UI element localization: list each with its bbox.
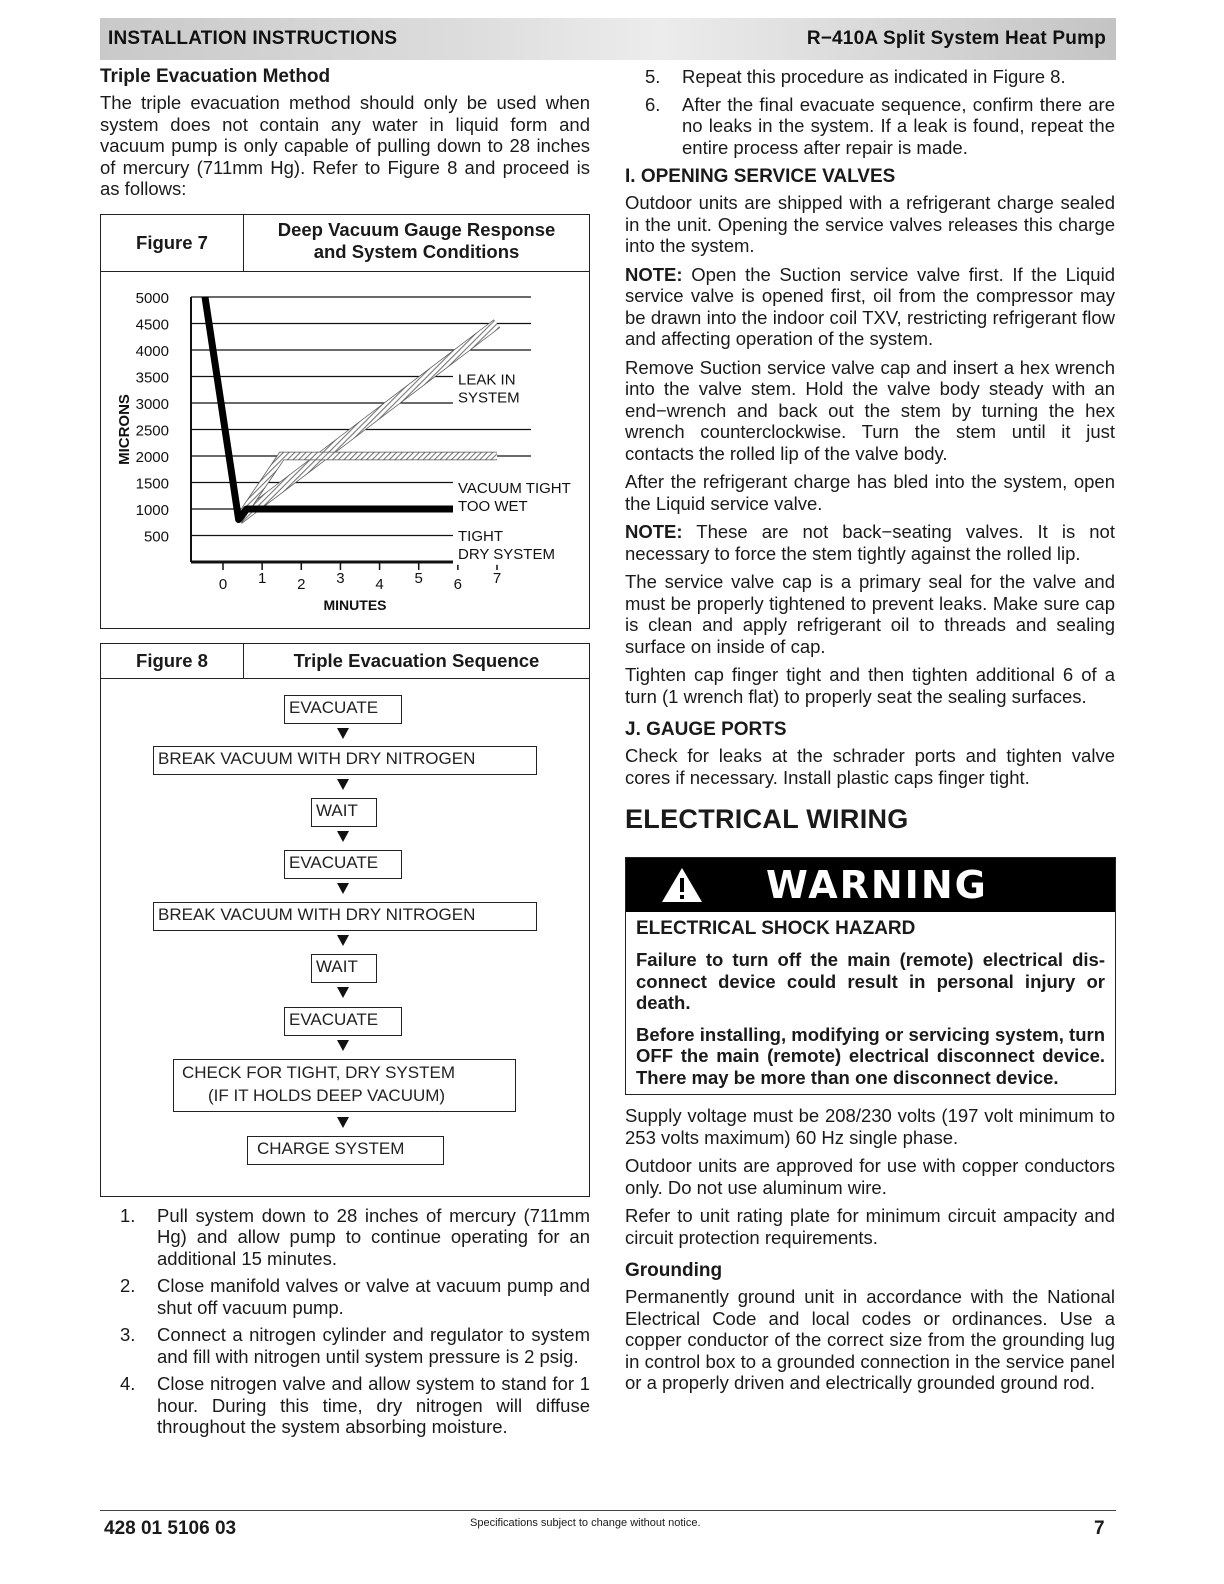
figure-7-title-line2: and System Conditions	[313, 240, 520, 262]
flow-step-break-vacuum-2: BREAK VACUUM WITH DRY NITROGEN	[153, 902, 537, 931]
flow-step-check-tight	[173, 1059, 516, 1112]
warning-body	[626, 912, 1115, 1094]
flow-check-line2: (IF IT HOLDS DEEP VACUUM)	[208, 1085, 446, 1105]
series-label-line1: TIGHT	[458, 527, 503, 545]
flow-step-wait-1: WAIT	[311, 798, 377, 827]
y-tick-label: 1000	[135, 501, 169, 519]
electrical-warning-box	[625, 857, 1116, 1095]
warning-banner	[626, 858, 1115, 912]
step-number: 3.	[120, 1324, 136, 1345]
figure-7-title	[244, 215, 589, 271]
header-left-title: INSTALLATION INSTRUCTIONS	[108, 28, 398, 49]
step-number: 2.	[120, 1275, 136, 1296]
flow-step-evacuate-1: EVACUATE	[284, 695, 402, 724]
series-label-line2: SYSTEM	[458, 388, 520, 406]
list-item	[100, 1373, 590, 1438]
flow-arrow-icon	[337, 883, 349, 894]
flow-step-evacuate-2: EVACUATE	[284, 850, 402, 879]
flow-arrow-icon	[337, 935, 349, 946]
service-valves-paragraph-2: Remove Suction service valve cap and insert a hex wrench into the valve stem. Hold the valve body steady with an end−wrench and back out the stem by turning the hex wrench counterclockwise. Turn the stem until it just contacts the rolled lip of the valve body.	[625, 356, 1115, 464]
electrical-wiring-heading: ELECTRICAL WIRING	[625, 804, 909, 834]
flow-step-break-vacuum-1: BREAK VACUUM WITH DRY NITROGEN	[153, 746, 537, 775]
service-valves-note-1	[625, 264, 1115, 350]
grounding-heading: Grounding	[625, 1260, 723, 1281]
evacuation-steps-list	[100, 1205, 590, 1438]
y-tick-label: 3000	[135, 395, 169, 413]
x-tick-label: 6	[453, 575, 463, 593]
step-number: 6.	[645, 93, 661, 115]
figure-7-title-line1: Deep Vacuum Gauge Response	[277, 218, 556, 240]
x-tick-label: 2	[297, 575, 306, 593]
flow-arrow-icon	[337, 1040, 349, 1051]
step-text: Close manifold valves or valve at vacuum pump and shut off vacuum pump.	[157, 1275, 590, 1318]
service-valves-paragraph-4: The service valve cap is a primary seal for the valve and must be properly tightened to prevent leaks. Make sure cap is clean and apply refrigerant oil to threads and sealing surface on inside of cap.	[625, 571, 1115, 657]
electrical-paragraph-2: Outdoor units are approved for use with copper conductors only. Do not use aluminum wire.	[625, 1155, 1115, 1198]
service-valves-paragraph-3: After the refrigerant charge has bled into the system, open the Liquid service valve.	[625, 471, 1115, 514]
x-tick-label: 3	[336, 569, 345, 587]
flow-arrow-icon	[337, 1117, 349, 1128]
list-item	[100, 1205, 590, 1270]
x-tick-label: 1	[257, 569, 267, 587]
step-text: Connect a nitrogen cylinder and regulator to system and fill with nitrogen until system pressure is 2 psig.	[157, 1324, 590, 1367]
list-item	[100, 1324, 590, 1367]
opening-service-valves-heading: I. OPENING SERVICE VALVES	[625, 166, 896, 187]
y-tick-label: 2500	[135, 422, 169, 439]
y-tick-label: 5000	[135, 289, 169, 307]
flow-step-evacuate-3: EVACUATE	[284, 1007, 402, 1036]
y-tick-label: 2000	[135, 448, 169, 466]
step-text: After the final evacuate sequence, confirm there are no leaks in the system. If a leak is found, repeat the entire process after repair is made.	[682, 93, 1115, 158]
left-column	[100, 66, 590, 1444]
y-tick-label: 4000	[135, 342, 169, 360]
step-text: Pull system down to 28 inches of mercury (711mm Hg) and allow pump to continue operating for an additional 15 minutes.	[157, 1204, 590, 1269]
electrical-paragraph-3: Refer to unit rating plate for minimum circuit ampacity and circuit protection requirements.	[625, 1205, 1115, 1248]
flow-arrow-icon	[337, 779, 349, 790]
list-item	[625, 94, 1115, 159]
evacuation-flowchart	[101, 679, 589, 1196]
flow-step-charge-system: CHARGE SYSTEM	[247, 1136, 444, 1165]
header-right-title: R−410A Split System Heat Pump	[806, 28, 1106, 49]
flow-arrow-icon	[337, 831, 349, 842]
note-text: Open the Suction service valve first. If the Liquid service valve is opened first, oil from the compressor may be drawn into the indoor coil TXV, restricting refrigerant flow and affecting operation of the system.	[625, 263, 1115, 349]
page-header	[100, 18, 1116, 60]
step-number: 5.	[645, 66, 661, 87]
step-text: Close nitrogen valve and allow system to stand for 1 hour. During this time, dry nitrogen will diffuse throughout the system absorbing moisture.	[157, 1373, 590, 1437]
flow-arrow-icon	[337, 987, 349, 998]
flow-arrow-icon	[337, 728, 349, 739]
y-tick-label: 3500	[135, 369, 169, 386]
x-tick-label: 0	[218, 575, 228, 593]
figure-8-number: Figure 8	[101, 644, 244, 678]
electrical-paragraph-1: Supply voltage must be 208/230 volts (197 volt minimum to 253 volts maximum) 60 Hz single phase.	[625, 1105, 1115, 1148]
evacuation-steps-list-continued	[625, 66, 1115, 158]
footer-notice: Specifications subject to change without notice.	[470, 1517, 701, 1529]
series-label-line2: DRY SYSTEM	[458, 545, 555, 563]
warning-triangle-icon	[660, 866, 704, 904]
footer-page-number: 7	[1094, 1518, 1105, 1539]
note-label: NOTE:	[625, 521, 683, 542]
footer-rule	[100, 1510, 1116, 1511]
y-tick-label: 500	[143, 528, 169, 545]
figure-7-header	[101, 215, 589, 272]
warning-word: WARNING	[766, 863, 988, 907]
triple-evacuation-heading: Triple Evacuation Method	[100, 66, 331, 87]
step-number: 1.	[120, 1204, 136, 1226]
service-valves-paragraph-1: Outdoor units are shipped with a refrigerant charge sealed in the unit. Opening the service valves releases this charge into the system.	[625, 192, 1115, 256]
triple-evacuation-paragraph: The triple evacuation method should only be used when system does not contain any water in liquid form and vacuum pump is only capable of pulling down to 28 inches of mercury (711mm Hg). Refer to Figure 8 and proceed is as follows:	[100, 92, 590, 199]
flow-check-line1: CHECK FOR TIGHT, DRY SYSTEM	[182, 1062, 455, 1082]
series-label-line2: TOO WET	[458, 497, 528, 515]
note-label: NOTE:	[625, 263, 683, 285]
y-axis-title: MICRONS	[116, 393, 133, 465]
warning-paragraph-2: Before installing, modifying or servicing system, turn OFF the main (remote) electrical disconnect device. There may be more than one disconnect device.	[636, 1023, 1105, 1088]
x-tick-label: 7	[492, 569, 502, 587]
warning-paragraph-1: Failure to turn off the main (remote) electrical dis-connect device could result in personal injury or death.	[636, 949, 1105, 1013]
right-column	[625, 66, 1115, 1401]
x-tick-label: 5	[414, 569, 423, 587]
figure-7	[100, 214, 590, 629]
series-label-line1: VACUUM TIGHT	[458, 479, 571, 497]
flow-step-wait-2: WAIT	[311, 954, 377, 983]
figure-8-title: Triple Evacuation Sequence	[293, 649, 540, 671]
step-number: 4.	[120, 1373, 136, 1394]
figure-7-number: Figure 7	[101, 215, 244, 271]
grounding-paragraph: Permanently ground unit in accordance with the National Electrical Code and local codes or ordinances. Use a copper conductor of the correct size from the grounding lug in control box to a grounded connection in the service panel or a properly driven and electrically grounded ground rod.	[625, 1286, 1115, 1393]
service-valves-paragraph-5: Tighten cap finger tight and then tighten additional 6 of a turn (1 wrench flat) to properly seat the sealing surfaces.	[625, 664, 1115, 707]
warning-subhead: ELECTRICAL SHOCK HAZARD	[636, 918, 916, 939]
service-valves-note-2	[625, 521, 1115, 564]
note-text: These are not back−seating valves. It is not necessary to force the stem tightly against the rolled lip.	[625, 521, 1115, 564]
step-text: Repeat this procedure as indicated in Figure 8.	[682, 66, 1066, 87]
list-item	[625, 66, 1115, 88]
series-label-line1: LEAK IN	[458, 370, 516, 388]
y-tick-label: 1500	[135, 475, 169, 492]
gauge-ports-heading: J. GAUGE PORTS	[625, 719, 787, 740]
y-tick-label: 4500	[135, 316, 169, 333]
x-tick-label: 4	[375, 575, 384, 593]
gauge-ports-paragraph: Check for leaks at the schrader ports and tighten valve cores if necessary. Install plastic caps finger tight.	[625, 745, 1115, 788]
vacuum-chart-svg	[101, 272, 589, 628]
figure-8	[100, 643, 590, 1197]
x-axis-title: MINUTES	[323, 596, 387, 613]
list-item	[100, 1275, 590, 1318]
figure-8-header	[101, 644, 589, 679]
footer-doc-number: 428 01 5106 03	[104, 1518, 237, 1539]
vacuum-chart	[101, 272, 589, 628]
